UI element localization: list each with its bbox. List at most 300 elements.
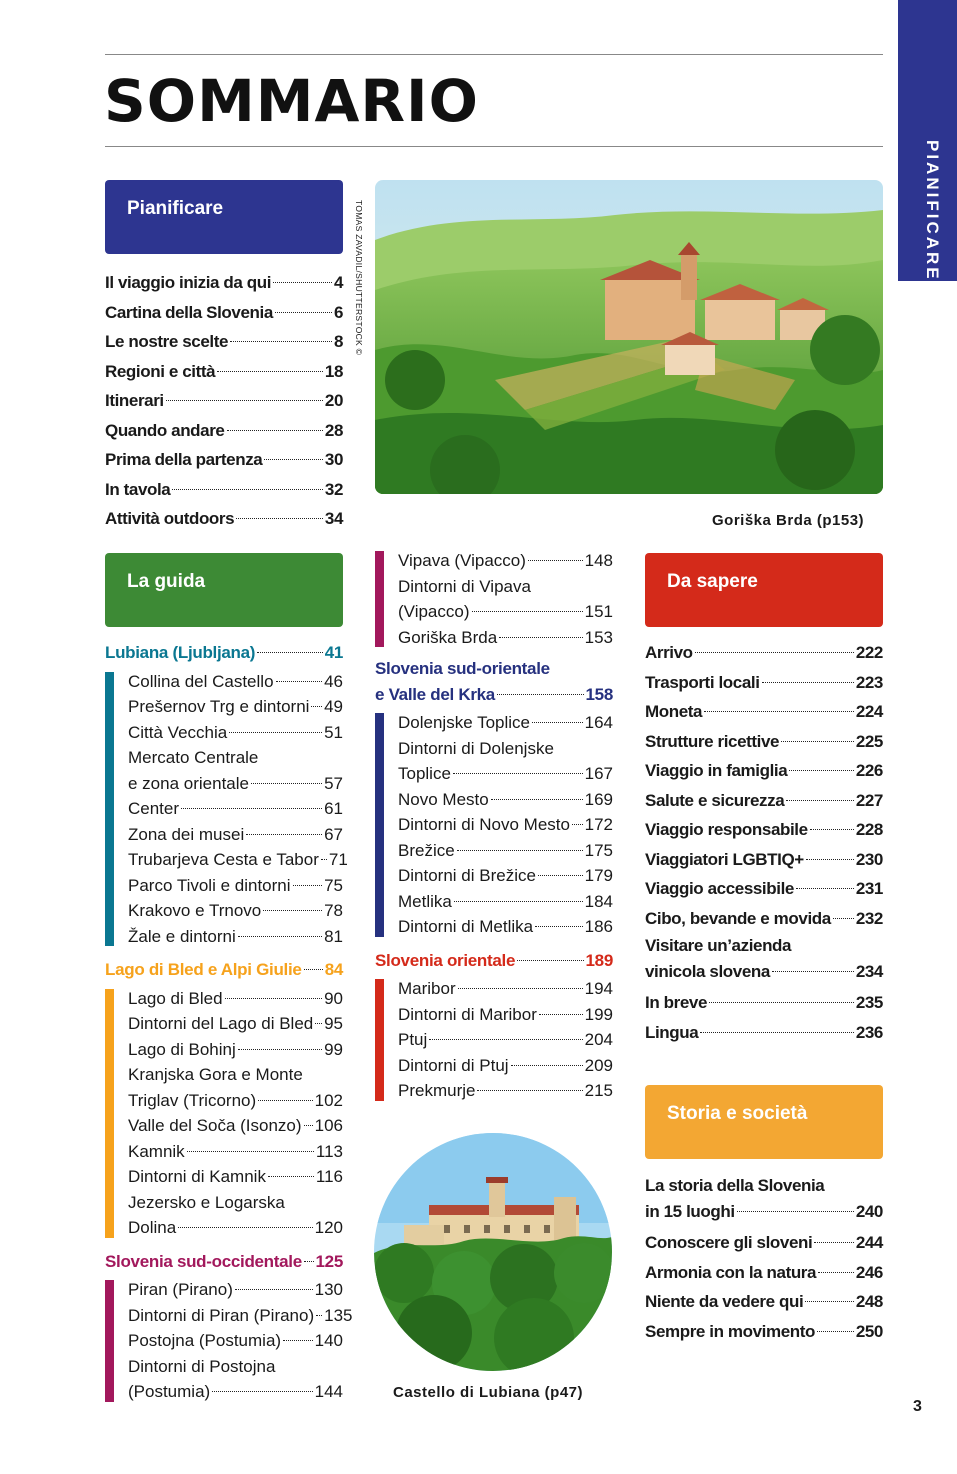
dot-leader (257, 652, 323, 653)
guide-subsection-group (105, 669, 348, 950)
guida-header (105, 553, 343, 627)
toc-entry-page: 95 (324, 1014, 343, 1033)
toc-entry (105, 445, 343, 475)
toc-entry-title: Piran (Pirano) (128, 1280, 233, 1299)
toc-entry (128, 1215, 343, 1241)
toc-entry-page: 6 (333, 302, 343, 322)
dot-leader (472, 611, 583, 612)
toc-entry (645, 727, 883, 757)
dot-leader (238, 1049, 322, 1050)
storia-header-label: Storia e società (667, 1103, 808, 1124)
castle-photo (374, 1133, 612, 1371)
toc-entry-title: Valle del Soča (Isonzo) (128, 1116, 302, 1135)
toc-entry (645, 1199, 883, 1225)
toc-entry (645, 1287, 883, 1317)
toc-entry-line1: Mercato Centrale (128, 748, 259, 767)
toc-entry (128, 847, 348, 873)
toc-entry-page: 186 (584, 917, 613, 936)
toc-entry-page: 113 (315, 1141, 343, 1161)
toc-entry-title: Cibo, bevande e movida (645, 908, 831, 928)
storia-list (645, 1173, 883, 1346)
bottom-photo-caption: Castello di Lubiana (p47) (393, 1384, 584, 1401)
toc-entry-title: Viaggio accessibile (645, 879, 794, 898)
toc-entry (128, 1164, 343, 1190)
toc-entry (128, 1328, 343, 1354)
toc-entry-page: 148 (584, 551, 613, 570)
section-color-bar (375, 551, 384, 647)
toc-entry-page: 71 (328, 850, 348, 869)
guida-column-2 (375, 548, 613, 1104)
dot-leader (539, 1014, 583, 1015)
toc-entry (128, 822, 343, 848)
dot-leader (805, 1301, 854, 1302)
guide-subsection-group (375, 710, 613, 940)
toc-entry-title: Itinerari (105, 391, 164, 410)
toc-entry-page: 158 (585, 684, 613, 704)
toc-entry (128, 669, 343, 695)
toc-entry (128, 873, 343, 899)
dot-leader (806, 859, 854, 860)
dot-leader (238, 936, 322, 937)
toc-entry-page: 215 (584, 1081, 613, 1100)
toc-entry-title: vinicola slovena (645, 961, 770, 981)
toc-entry-title: Dintorni di Brežice (398, 866, 536, 885)
toc-entry-title: Ptuj (398, 1030, 428, 1049)
dot-leader (293, 885, 323, 886)
toc-entry (105, 357, 343, 387)
dot-leader (762, 682, 854, 683)
toc-entry-title: Sempre in movimento (645, 1321, 815, 1341)
toc-entry-page: 41 (324, 643, 343, 662)
guida-header-label: La guida (127, 571, 206, 592)
da-sapere-list (645, 638, 883, 1047)
village-vineyard-photo (375, 180, 883, 494)
toc-entry-title: Trasporti locali (645, 672, 760, 692)
toc-entry-title: in 15 luoghi (645, 1201, 735, 1221)
toc-entry-page: 51 (324, 722, 343, 742)
guide-subsection-group (105, 986, 343, 1241)
toc-entry-title: Lago di Bled e Alpi Giulie (105, 960, 302, 979)
toc-entry (398, 838, 613, 864)
toc-entry (105, 475, 343, 505)
toc-entry-title: Lubiana (Ljubljana) (105, 643, 256, 662)
dot-leader (572, 824, 583, 825)
section-color-bar (375, 713, 384, 937)
toc-entry (128, 898, 343, 924)
toc-entry (645, 786, 883, 816)
toc-entry-title: Lago di Bohinj (128, 1039, 236, 1059)
toc-entry-page: 167 (584, 764, 613, 783)
toc-entry (105, 327, 343, 357)
section-color-bar (105, 672, 114, 947)
toc-entry-page: 230 (855, 849, 883, 869)
toc-entry-page: 240 (855, 1201, 883, 1221)
toc-entry-page: 179 (584, 866, 613, 885)
toc-entry-title: Lago di Bled (128, 988, 223, 1008)
toc-entry-title: Goriška Brda (398, 627, 498, 647)
toc-entry-title: Le nostre scelte (105, 332, 229, 351)
toc-entry (128, 796, 343, 822)
dot-leader (311, 706, 322, 707)
top-photo-caption: Goriška Brda (p153) (712, 512, 865, 529)
toc-entry-page: 248 (855, 1292, 883, 1311)
toc-entry (105, 640, 343, 666)
toc-entry (645, 1018, 883, 1048)
toc-entry-page: 102 (314, 1090, 343, 1110)
toc-entry (398, 812, 613, 838)
dot-leader (275, 312, 332, 313)
toc-entry-title: Dolina (128, 1218, 177, 1237)
toc-entry-page: 18 (324, 361, 343, 381)
dot-leader (810, 829, 854, 830)
toc-entry-page: 61 (324, 799, 343, 818)
toc-entry (128, 771, 343, 797)
toc-entry-line1: Kranjska Gora e Monte (128, 1065, 303, 1084)
toc-entry-title: Attività outdoors (105, 509, 235, 528)
toc-entry-page: 81 (324, 926, 343, 946)
toc-entry-page: 140 (314, 1331, 343, 1350)
toc-entry (398, 761, 613, 787)
pianificare-header (105, 180, 343, 254)
toc-entry (128, 1088, 343, 1114)
toc-entry-page: 209 (584, 1055, 613, 1075)
toc-entry-line1: Dintorni di Dolenjske (398, 738, 554, 758)
toc-entry-page: 57 (324, 773, 343, 793)
toc-entry (398, 599, 613, 625)
toc-entry-title: (Postumia) (128, 1382, 211, 1401)
toc-entry-title: Dintorni di Novo Mesto (398, 815, 570, 834)
dot-leader (258, 1100, 312, 1101)
page-number: 3 (913, 1398, 922, 1415)
toc-entry-line1: Jezersko e Logarska (128, 1192, 285, 1212)
toc-entry (645, 756, 883, 786)
toc-entry (645, 668, 883, 698)
toc-entry-page: 106 (314, 1116, 343, 1135)
toc-entry-title: Quando andare (105, 420, 225, 440)
dot-leader (535, 926, 583, 927)
guide-subsection-group (375, 976, 613, 1104)
toc-entry (645, 845, 883, 875)
toc-entry (398, 1053, 613, 1079)
toc-entry (128, 720, 343, 746)
toc-entry-page: 125 (315, 1251, 343, 1271)
dot-leader (477, 1090, 582, 1091)
toc-entry-page: 250 (855, 1321, 883, 1341)
dot-leader (497, 694, 584, 695)
toc-entry (128, 1011, 343, 1037)
toc-entry (128, 1113, 343, 1139)
toc-entry (128, 1037, 343, 1063)
dot-leader (454, 901, 583, 902)
section-color-bar (375, 979, 384, 1101)
toc-entry-title: Niente da vedere qui (645, 1292, 804, 1311)
toc-entry-page: 227 (855, 790, 883, 810)
toc-entry-line1: Dintorni di Vipava (398, 576, 531, 596)
toc-entry (128, 1379, 343, 1405)
dot-leader (283, 1340, 313, 1341)
toc-entry (105, 1249, 343, 1275)
toc-entry-title: Dintorni di Piran (Pirano) (128, 1305, 315, 1325)
toc-entry-page: 144 (314, 1382, 343, 1401)
toc-entry-page: 151 (584, 602, 613, 621)
dot-leader (315, 1023, 322, 1024)
toc-entry (128, 986, 343, 1012)
toc-entry-page: 223 (855, 672, 883, 692)
da-sapere-header (645, 553, 883, 627)
toc-entry (105, 386, 343, 416)
toc-entry-page: 46 (324, 671, 343, 691)
toc-entry-title: Toplice (398, 764, 451, 783)
toc-entry-title: Prima della partenza (105, 450, 263, 469)
toc-entry-page: 78 (324, 901, 343, 920)
toc-entry-page: 30 (324, 450, 343, 469)
toc-entry (375, 682, 613, 708)
guide-subsection-group (375, 548, 613, 650)
toc-entry-title: Maribor (398, 979, 456, 998)
dot-leader (235, 1289, 313, 1290)
dot-leader (227, 430, 323, 431)
toc-entry-title: Regioni e città (105, 361, 216, 381)
toc-entry (398, 976, 613, 1002)
toc-entry (398, 863, 613, 889)
toc-entry (645, 874, 883, 904)
dot-leader (789, 770, 854, 771)
dot-leader (321, 859, 327, 860)
toc-entry-page: 189 (585, 950, 613, 970)
toc-entry-title: Dintorni del Lago di Bled (128, 1014, 314, 1033)
dot-leader (737, 1211, 854, 1212)
toc-entry-title: Moneta (645, 702, 703, 721)
section-side-tab (898, 0, 957, 281)
toc-entry-line1: Dintorni di Postojna (128, 1356, 276, 1376)
toc-entry-title: Slovenia sud-occidentale (105, 1251, 302, 1271)
dot-leader (704, 711, 854, 712)
toc-entry (398, 548, 613, 574)
toc-entry-page: 4 (333, 273, 343, 292)
toc-entry-page: 246 (855, 1262, 883, 1282)
toc-entry-page: 28 (324, 420, 343, 440)
dot-leader (304, 1125, 313, 1126)
toc-entry-page: 172 (584, 815, 613, 834)
dot-leader (429, 1039, 582, 1040)
pianificare-list (105, 268, 343, 534)
toc-entry-page: 199 (584, 1004, 613, 1024)
top-rule (105, 54, 883, 55)
toc-entry-page: 194 (584, 979, 613, 998)
toc-entry (645, 1258, 883, 1288)
toc-entry (645, 697, 883, 727)
toc-entry-page: 234 (855, 961, 883, 981)
dot-leader (316, 1315, 322, 1316)
toc-entry-page: 49 (324, 697, 343, 716)
toc-entry-title: In breve (645, 993, 707, 1012)
toc-entry (105, 504, 343, 534)
toc-entry-title: Krakovo e Trnovo (128, 901, 262, 920)
dot-leader (511, 1065, 583, 1066)
dot-leader (532, 722, 583, 723)
guide-subsection-group (105, 1277, 353, 1405)
toc-entry-page: 34 (324, 509, 343, 528)
pianificare-header-label: Pianificare (127, 198, 224, 219)
dot-leader (212, 1391, 312, 1392)
dot-leader (453, 773, 583, 774)
toc-entry-page: 224 (855, 702, 883, 721)
dot-leader (700, 1032, 854, 1033)
toc-entry-title: Postojna (Postumia) (128, 1331, 282, 1350)
toc-entry (645, 1317, 883, 1347)
dot-leader (276, 681, 323, 682)
dot-leader (230, 341, 332, 342)
toc-entry-page: 32 (324, 479, 343, 499)
page-title: SOMMARIO (104, 67, 479, 135)
toc-entry-page: 99 (324, 1039, 343, 1059)
toc-entry (128, 694, 343, 720)
toc-entry-page: 175 (584, 840, 613, 860)
title-rule (105, 146, 883, 147)
toc-entry (645, 815, 883, 845)
dot-leader (181, 808, 322, 809)
toc-entry-page: 20 (324, 391, 343, 410)
toc-entry-page: 75 (324, 875, 343, 895)
toc-entry (105, 268, 343, 298)
toc-entry-title: Zona dei musei (128, 824, 245, 844)
dot-leader (264, 459, 323, 460)
da-sapere-header-label: Da sapere (667, 571, 758, 592)
toc-entry-title: Dintorni di Maribor (398, 1004, 537, 1024)
toc-entry-title: Viaggiatori LGBTIQ+ (645, 849, 804, 869)
dot-leader (528, 560, 583, 561)
toc-entry-title: Viaggio in famiglia (645, 761, 788, 780)
toc-entry-line1: Visitare un’azienda (645, 936, 792, 955)
toc-entry-title: Conoscere gli sloveni (645, 1233, 813, 1252)
dot-leader (709, 1002, 854, 1003)
toc-entry-title: Prešernov Trg e dintorni (128, 697, 310, 716)
toc-entry-title: Viaggio responsabile (645, 820, 808, 839)
toc-entry-page: 244 (855, 1233, 883, 1252)
dot-leader (263, 910, 322, 911)
toc-entry-page: 67 (324, 824, 343, 844)
toc-entry-page: 225 (855, 731, 883, 751)
toc-entry (645, 904, 883, 934)
toc-entry-title: e zona orientale (128, 773, 249, 793)
dot-leader (491, 799, 583, 800)
dot-leader (538, 875, 583, 876)
toc-entry-page: 222 (855, 643, 883, 662)
dot-leader (172, 489, 323, 490)
section-color-bar (105, 989, 114, 1238)
toc-entry-title: Arrivo (645, 643, 693, 662)
toc-entry-page: 226 (855, 761, 883, 780)
dot-leader (273, 282, 332, 283)
toc-entry-title: Il viaggio inizia da qui (105, 273, 272, 292)
toc-entry-title: Novo Mesto (398, 789, 489, 809)
dot-leader (517, 960, 583, 961)
toc-entry-title: Kamnik (128, 1141, 185, 1161)
toc-entry-page: 164 (584, 713, 613, 732)
toc-entry-page: 232 (855, 908, 883, 928)
toc-entry (398, 787, 613, 813)
toc-entry (128, 1277, 343, 1303)
dot-leader (236, 518, 323, 519)
toc-entry-title: Žale e dintorni (128, 926, 236, 946)
dot-leader (304, 1261, 314, 1262)
toc-entry-title: Salute e sicurezza (645, 790, 785, 810)
toc-entry (398, 710, 613, 736)
toc-entry-page: 184 (584, 891, 613, 911)
dot-leader (772, 971, 854, 972)
toc-entry-title: (Vipacco) (398, 602, 470, 621)
toc-entry (398, 889, 613, 915)
toc-entry (375, 948, 613, 974)
dot-leader (187, 1151, 314, 1152)
toc-entry (398, 1002, 613, 1028)
dot-leader (781, 741, 854, 742)
toc-entry-page: 120 (314, 1218, 343, 1237)
toc-entry-page: 236 (855, 1022, 883, 1042)
toc-entry-title: Lingua (645, 1022, 699, 1042)
dot-leader (268, 1176, 314, 1177)
toc-entry (398, 1078, 613, 1104)
toc-entry-title: Slovenia orientale (375, 950, 516, 970)
storia-header (645, 1085, 883, 1159)
toc-entry (645, 638, 883, 668)
toc-entry (128, 924, 343, 950)
toc-entry-title: In tavola (105, 479, 171, 499)
toc-entry-title: Brežice (398, 840, 455, 860)
toc-entry (128, 1303, 353, 1329)
side-tab-label: PIANIFICARE (923, 140, 942, 282)
toc-entry (105, 957, 343, 983)
dot-leader (166, 400, 323, 401)
toc-entry-page: 8 (333, 332, 343, 351)
toc-entry-page: 231 (855, 879, 883, 898)
toc-entry-page: 235 (855, 993, 883, 1012)
toc-entry-page: 84 (324, 960, 343, 979)
dot-leader (796, 888, 854, 889)
toc-entry (128, 1139, 343, 1165)
dot-leader (229, 732, 322, 733)
toc-entry-title: Dintorni di Kamnik (128, 1167, 266, 1186)
dot-leader (818, 1272, 854, 1273)
toc-entry-page: 153 (584, 627, 613, 647)
toc-entry-title: Parco Tivoli e dintorni (128, 875, 291, 895)
toc-entry (105, 298, 343, 328)
dot-leader (178, 1227, 312, 1228)
toc-entry-title: Center (128, 799, 180, 818)
toc-entry-title: Vipava (Vipacco) (398, 551, 526, 570)
toc-entry-title: Cartina della Slovenia (105, 302, 273, 322)
toc-entry-title: Metlika (398, 891, 452, 911)
toc-entry-title: Città Vecchia (128, 722, 228, 742)
toc-entry (398, 914, 613, 940)
toc-entry (105, 416, 343, 446)
toc-entry (645, 959, 883, 985)
toc-entry-page: 116 (315, 1167, 343, 1186)
dot-leader (304, 969, 323, 970)
toc-entry-title: Dintorni di Ptuj (398, 1055, 509, 1075)
toc-entry-title: Prekmurje (398, 1081, 476, 1100)
dot-leader (225, 998, 323, 999)
toc-entry-title: Trubarjeva Cesta e Tabor (128, 850, 319, 869)
dot-leader (457, 850, 583, 851)
toc-entry-title: Triglav (Tricorno) (128, 1090, 257, 1110)
toc-entry (645, 988, 883, 1018)
toc-entry (398, 1027, 613, 1053)
guide-section-title-line1: Slovenia sud-orientale (375, 659, 550, 678)
toc-entry-page: 204 (584, 1030, 613, 1049)
toc-entry-title: Armonia con la natura (645, 1262, 817, 1282)
dot-leader (786, 800, 854, 801)
